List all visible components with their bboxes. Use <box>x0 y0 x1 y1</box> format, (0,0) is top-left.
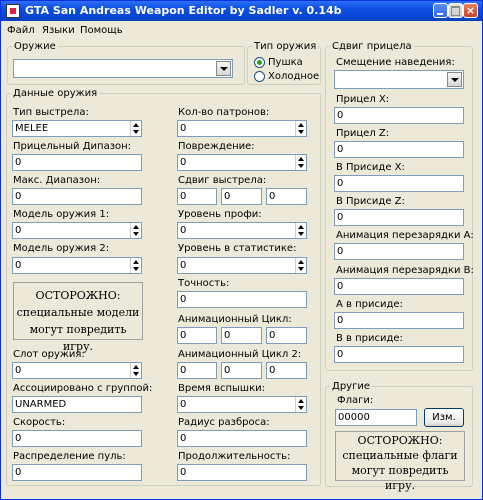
max-range-label: Макс. Диапазон: <box>13 175 101 186</box>
aim-z-field[interactable]: 0 <box>334 141 464 158</box>
maximize-button[interactable] <box>448 3 463 18</box>
target-range-label: Прицельный Дипазон: <box>13 141 132 152</box>
chevron-down-icon[interactable] <box>216 61 231 76</box>
accuracy-field[interactable]: 0 <box>177 291 307 308</box>
melee-radio[interactable] <box>254 71 265 82</box>
anim-loop-3[interactable]: 0 <box>266 327 307 344</box>
flash-time-stepper[interactable]: 0 <box>177 396 307 413</box>
anim-loop2-3[interactable]: 0 <box>266 362 307 379</box>
skill-stepper[interactable]: 0 <box>177 222 307 239</box>
slot-label: Слот оружия: <box>13 349 85 360</box>
aim-offset-label: Смещение наведения: <box>336 57 455 68</box>
damage-label: Повреждение: <box>178 141 255 152</box>
accuracy-label: Точность: <box>178 278 230 289</box>
app-icon <box>6 4 20 18</box>
slot-stepper[interactable]: 0 <box>12 362 142 379</box>
group-label: Ассоциировано с группой: <box>13 383 153 394</box>
menu-help[interactable]: Помощь <box>80 25 123 36</box>
minimize-button[interactable] <box>433 3 448 18</box>
flags-warning: ОСТОРОЖНО: специальные флаги могут повредить игру. <box>335 431 465 481</box>
gun-radio[interactable] <box>254 57 265 68</box>
anim-loop2-2[interactable]: 0 <box>221 362 262 379</box>
crouch-z-label: В Присиде Z: <box>336 196 405 207</box>
aim-z-label: Прицел Z: <box>336 128 390 139</box>
crouch-a-field[interactable]: 0 <box>334 312 464 329</box>
flash-time-label: Время вспышки: <box>178 383 265 394</box>
radius-field[interactable]: 0 <box>177 430 307 447</box>
crouch-b-label: В в присиде: <box>336 333 403 344</box>
stat-label: Уровень в статистике: <box>178 243 297 254</box>
crouch-z-field[interactable]: 0 <box>334 209 464 226</box>
stat-stepper[interactable]: 0 <box>177 257 307 274</box>
reload-b-label: Анимация перезарядки B: <box>336 265 474 276</box>
ammo-stepper[interactable]: 0 <box>177 120 307 137</box>
model2-label: Модель оружия 2: <box>13 243 110 254</box>
model2-stepper[interactable]: 0 <box>12 257 142 274</box>
crouch-x-field[interactable]: 0 <box>334 175 464 192</box>
anim-loop-2[interactable]: 0 <box>221 327 262 344</box>
spread-field[interactable]: 0 <box>12 464 142 481</box>
skill-label: Уровень профи: <box>178 209 262 220</box>
radius-label: Радиус разброса: <box>178 417 270 428</box>
anim-loop-label: Анимационный Цикл: <box>178 314 292 325</box>
flags-label: Флаги: <box>337 395 374 406</box>
menu-file[interactable]: Файл <box>7 25 35 36</box>
spread-label: Распределение пуль: <box>13 451 126 462</box>
aim-shift-legend: Сдвиг прицела <box>332 41 412 52</box>
model1-stepper[interactable]: 0 <box>12 222 142 239</box>
fire-offset-label: Сдвиг выстрела: <box>178 175 267 186</box>
aim-offset-select[interactable] <box>334 70 464 89</box>
weapon-select[interactable] <box>13 59 233 78</box>
fire-type-stepper[interactable]: MELEE <box>12 120 142 137</box>
aim-x-field[interactable]: 0 <box>334 107 464 124</box>
anim-loop2-1[interactable]: 0 <box>177 362 217 379</box>
close-button[interactable]: × <box>463 3 478 18</box>
fire-offset-z[interactable]: 0 <box>266 188 307 205</box>
fire-offset-x[interactable]: 0 <box>177 188 217 205</box>
fire-type-label: Тип выстрела: <box>13 107 89 118</box>
fire-offset-y[interactable]: 0 <box>221 188 262 205</box>
crouch-x-label: В Присиде X: <box>336 162 405 173</box>
weapon-type-legend: Тип оружия <box>254 41 317 52</box>
title-bar[interactable] <box>1 1 482 21</box>
menu-bar <box>1 21 482 39</box>
anim-loop-1[interactable]: 0 <box>177 327 217 344</box>
reload-a-label: Анимация перезарядки A: <box>336 230 474 241</box>
window-title: GTA San Andreas Weapon Editor by Sadler v. 0.14b <box>25 4 342 17</box>
group-field[interactable]: UNARMED <box>12 396 142 413</box>
melee-label: Холодное <box>268 71 320 82</box>
weapon-data-legend: Данные оружия <box>13 88 98 99</box>
weapon-legend: Оружие <box>14 41 56 52</box>
reload-a-field[interactable]: 0 <box>334 243 464 260</box>
chevron-down-icon[interactable] <box>447 72 462 87</box>
crouch-b-field[interactable]: 0 <box>334 346 464 363</box>
flags-field[interactable]: 00000 <box>335 409 417 426</box>
anim-loop2-label: Анимационный Цикл 2: <box>178 349 302 360</box>
reload-b-field[interactable]: 0 <box>334 278 464 295</box>
model1-label: Модель оружия 1: <box>13 209 110 220</box>
duration-label: Продолжительность: <box>178 451 291 462</box>
other-legend: Другие <box>332 381 370 392</box>
gun-label: Пушка <box>268 57 303 68</box>
change-flags-button[interactable]: Изм. <box>424 408 464 427</box>
aim-x-label: Прицел X: <box>336 94 390 105</box>
models-warning: ОСТОРОЖНО: специальные модели могут повредить игру. <box>13 282 143 340</box>
speed-field[interactable]: 0 <box>12 430 142 447</box>
duration-field[interactable]: 0 <box>177 464 307 481</box>
menu-languages[interactable]: Языки <box>42 25 75 36</box>
crouch-a-label: А в присиде: <box>336 299 403 310</box>
ammo-label: Кол-во патронов: <box>178 107 270 118</box>
speed-label: Скорость: <box>13 417 66 428</box>
max-range-field[interactable]: 0 <box>12 188 142 205</box>
target-range-field[interactable]: 0 <box>12 154 142 171</box>
damage-stepper[interactable]: 0 <box>177 154 307 171</box>
